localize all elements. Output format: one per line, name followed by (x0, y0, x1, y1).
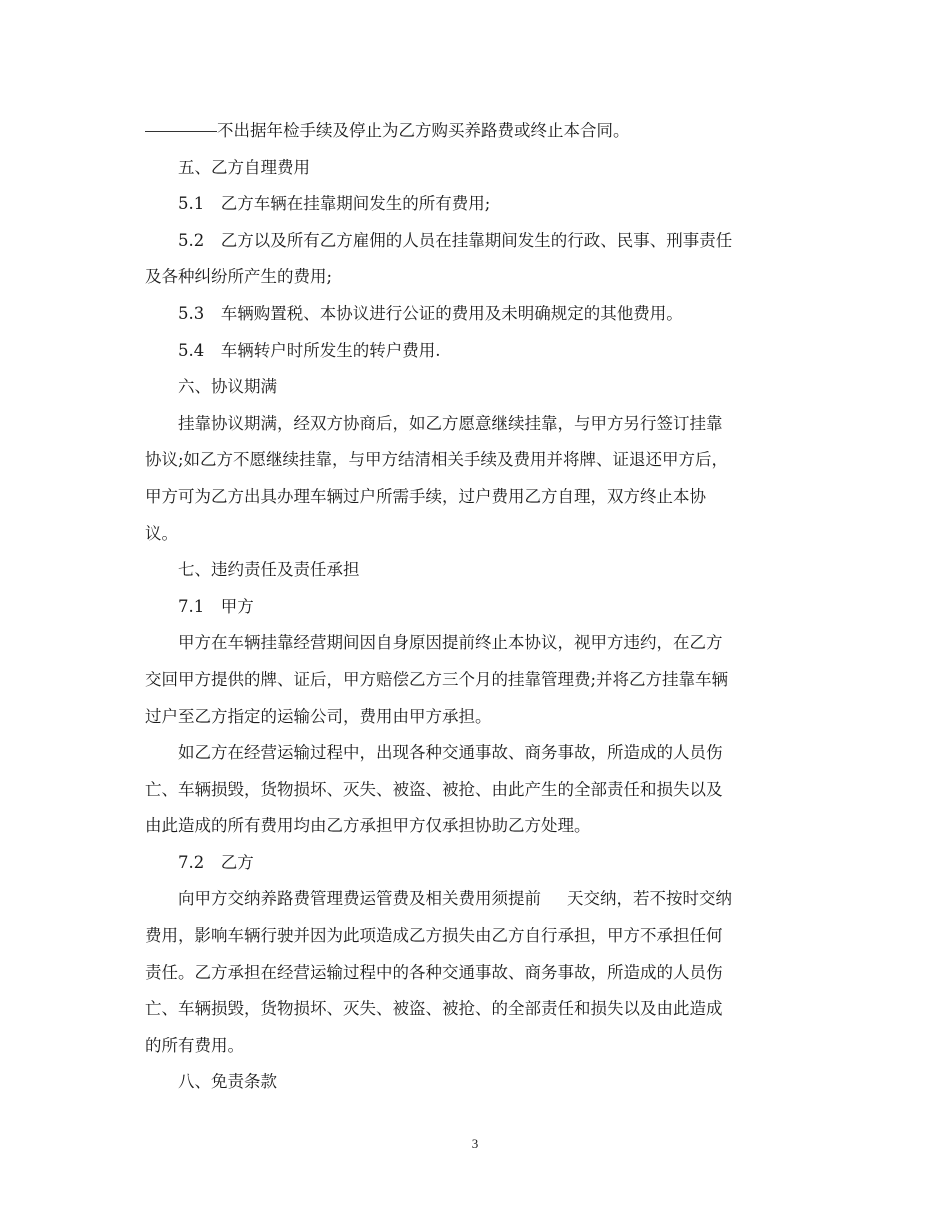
section-6-paragraph-line-2: 协议;如乙方不愿继续挂靠，与甲方结清相关手续及费用并将牌、证退还甲方后， (145, 450, 729, 470)
paragraph-continuation (145, 113, 810, 150)
clause-7-1: 7.1 甲方 (178, 596, 254, 616)
blank-underline (145, 130, 217, 132)
clause-7-2-para-line-4: 亡、车辆损毁，货物损坏、灭失、被盗、被抢、的全部责任和损失以及由此造成 (145, 999, 723, 1019)
clause-7-2-para-line-1 (145, 881, 810, 918)
section-6-paragraph-line-1: 挂靠协议期满，经双方协商后，如乙方愿意继续挂靠，与甲方另行签订挂靠 (178, 413, 723, 433)
clause-5-4: 5.4 车辆转户时所发生的转户费用. (178, 340, 441, 360)
clause-5-3: 5.3 车辆购置税、本协议进行公证的费用及未明确规定的其他费用。 (178, 303, 683, 323)
clause-7-2-para-line-3: 责任。乙方承担在经营运输过程中的各种交通事故、商务事故，所造成的人员伤 (145, 962, 723, 982)
text-fragment: 天交纳，若不按时交纳 (567, 889, 732, 909)
section-5-heading: 五、乙方自理费用 (178, 157, 310, 177)
clause-7-1-para-2-line-1: 如乙方在经营运输过程中，出现各种交通事故、商务事故，所造成的人员伤 (178, 743, 723, 763)
document-body (145, 113, 810, 1101)
clause-7-2-para-line-2: 费用，影响车辆行驶并因为此项造成乙方损失由乙方自行承担，甲方不承担任何 (145, 926, 723, 946)
clause-7-2-para-line-5: 的所有费用。 (145, 1035, 244, 1055)
clause-7-1-para-2-line-3: 由此造成的所有费用均由乙方承担甲方仅承担协助乙方处理。 (145, 816, 591, 836)
section-6-heading: 六、协议期满 (178, 377, 277, 397)
clause-7-1-para-1-line-1: 甲方在车辆挂靠经营期间因自身原因提前终止本协议，视甲方违约，在乙方 (178, 633, 723, 653)
section-8-heading: 八、免责条款 (178, 1072, 277, 1092)
section-6-paragraph-line-4: 议。 (145, 523, 178, 543)
clause-7-2: 7.2 乙方 (178, 852, 254, 872)
text-fragment: 向甲方交纳养路费管理费运管费及相关费用须提前 (178, 889, 541, 909)
text-line: 不出据年检手续及停止为乙方购买养路费或终止本合同。 (217, 121, 630, 140)
clause-7-1-para-2-line-2: 亡、车辆损毁，货物损坏、灭失、被盗、被抢、由此产生的全部责任和损失以及 (145, 779, 723, 799)
clause-5-1: 5.1 乙方车辆在挂靠期间发生的所有费用; (178, 194, 491, 214)
section-6-paragraph-line-3: 甲方可为乙方出具办理车辆过户所需手续，过户费用乙方自理，双方终止本协 (145, 486, 706, 506)
text-line: 5.2 乙方以及所有乙方雇佣的人员在挂靠期间发生的行政、民事、刑事责任 (178, 230, 733, 250)
clause-5-2-continuation: 及各种纠纷所产生的费用; (145, 267, 333, 287)
clause-5-2 (145, 223, 810, 260)
clause-7-1-para-1-line-3: 过户至乙方指定的运输公司，费用由甲方承担。 (145, 706, 492, 726)
clause-7-1-para-1-line-2: 交回甲方提供的牌、证后，甲方赔偿乙方三个月的挂靠管理费;并将乙方挂靠车辆 (145, 669, 729, 689)
section-7-heading: 七、违约责任及责任承担 (178, 560, 360, 580)
page-number: 3 (471, 1136, 479, 1151)
